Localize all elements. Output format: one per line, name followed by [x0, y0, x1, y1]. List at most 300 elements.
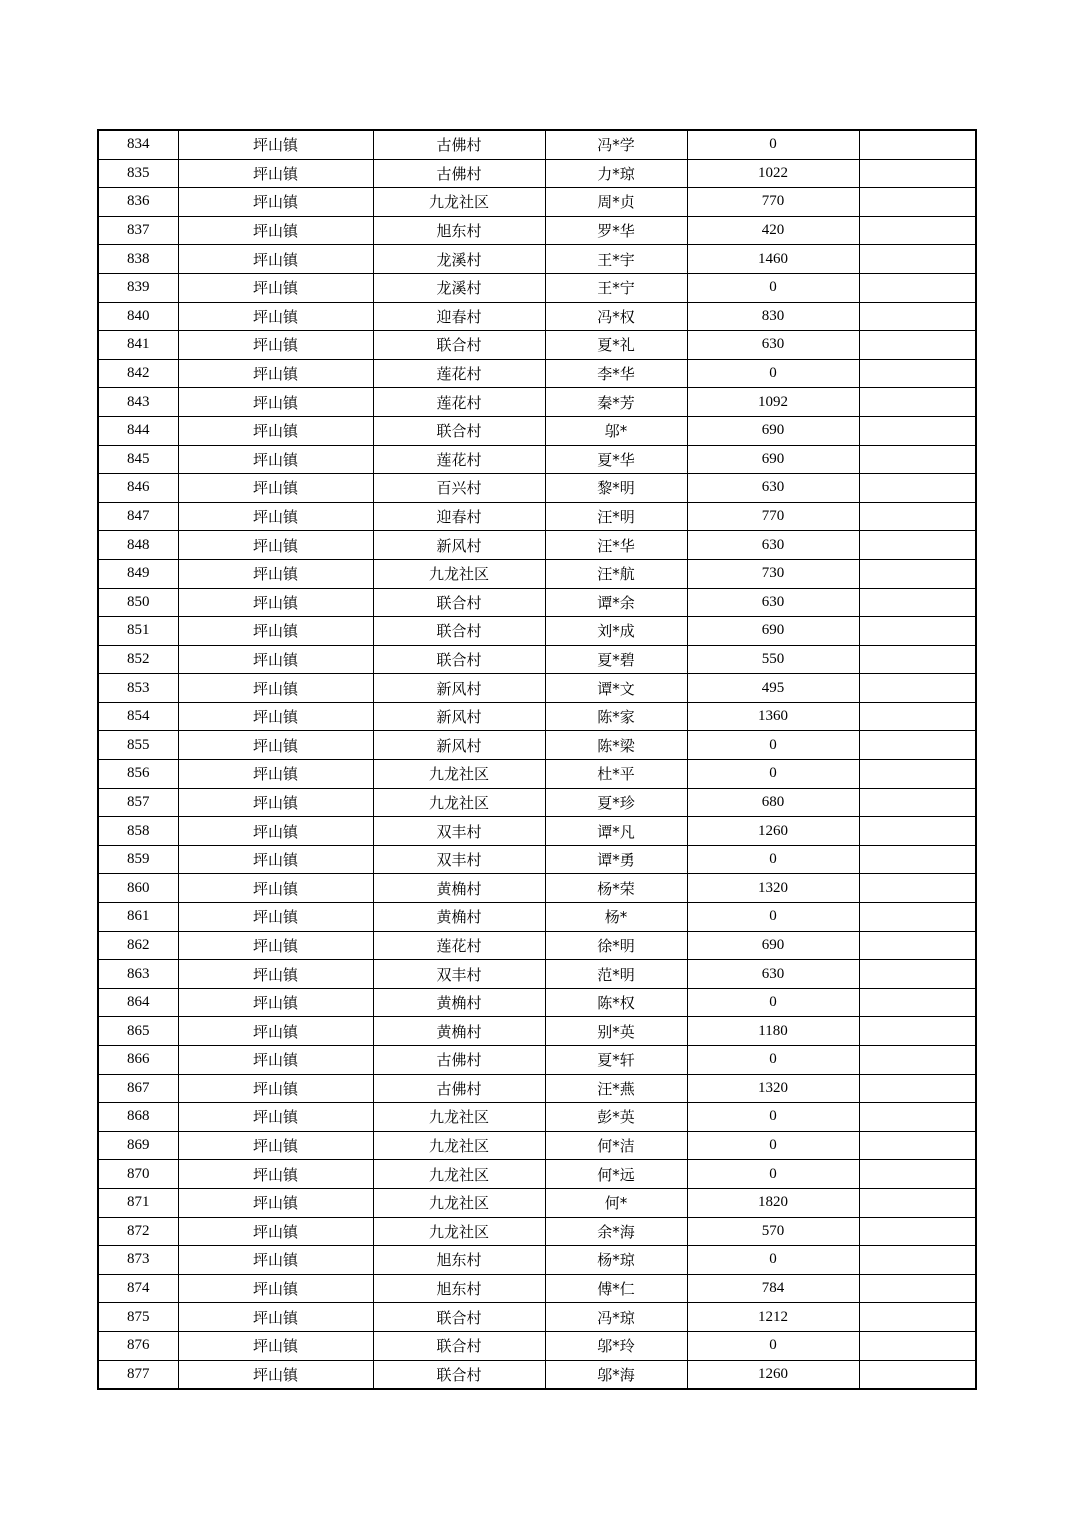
row-number-cell: 848 — [98, 531, 178, 560]
village-cell: 联合村 — [373, 645, 545, 674]
amount-cell: 0 — [687, 1331, 859, 1360]
amount-cell: 630 — [687, 331, 859, 360]
note-cell — [859, 731, 976, 760]
village-cell: 九龙社区 — [373, 760, 545, 789]
person-name-cell: 何* — [545, 1188, 687, 1217]
row-number-cell: 834 — [98, 130, 178, 159]
person-name-cell: 谭*勇 — [545, 845, 687, 874]
village-cell: 龙溪村 — [373, 273, 545, 302]
note-cell — [859, 302, 976, 331]
person-name-cell: 别*英 — [545, 1017, 687, 1046]
row-number-cell: 838 — [98, 245, 178, 274]
village-cell: 旭东村 — [373, 216, 545, 245]
village-cell: 新风村 — [373, 702, 545, 731]
town-cell: 坪山镇 — [178, 845, 373, 874]
village-cell: 黄桷村 — [373, 988, 545, 1017]
amount-cell: 570 — [687, 1217, 859, 1246]
table-row — [98, 588, 976, 617]
table-row — [98, 1188, 976, 1217]
table-row — [98, 1160, 976, 1189]
village-cell: 旭东村 — [373, 1274, 545, 1303]
table-row — [98, 1360, 976, 1389]
row-number-cell: 846 — [98, 474, 178, 503]
town-cell: 坪山镇 — [178, 388, 373, 417]
note-cell — [859, 988, 976, 1017]
person-name-cell: 何*远 — [545, 1160, 687, 1189]
town-cell: 坪山镇 — [178, 331, 373, 360]
table-row — [98, 702, 976, 731]
row-number-cell: 859 — [98, 845, 178, 874]
note-cell — [859, 1103, 976, 1132]
table-row — [98, 474, 976, 503]
note-cell — [859, 130, 976, 159]
table-row — [98, 1074, 976, 1103]
table-row — [98, 445, 976, 474]
amount-cell: 1212 — [687, 1303, 859, 1332]
amount-cell: 830 — [687, 302, 859, 331]
note-cell — [859, 445, 976, 474]
table-row — [98, 760, 976, 789]
town-cell: 坪山镇 — [178, 760, 373, 789]
person-name-cell: 汪*航 — [545, 559, 687, 588]
table-row — [98, 874, 976, 903]
row-number-cell: 854 — [98, 702, 178, 731]
note-cell — [859, 1131, 976, 1160]
note-cell — [859, 559, 976, 588]
village-cell: 莲花村 — [373, 931, 545, 960]
row-number-cell: 849 — [98, 559, 178, 588]
row-number-cell: 865 — [98, 1017, 178, 1046]
note-cell — [859, 617, 976, 646]
table-row — [98, 988, 976, 1017]
amount-cell: 690 — [687, 931, 859, 960]
row-number-cell: 856 — [98, 760, 178, 789]
table-row — [98, 331, 976, 360]
amount-cell: 0 — [687, 359, 859, 388]
amount-cell: 1260 — [687, 817, 859, 846]
note-cell — [859, 1303, 976, 1332]
row-number-cell: 843 — [98, 388, 178, 417]
table-row — [98, 416, 976, 445]
town-cell: 坪山镇 — [178, 502, 373, 531]
town-cell: 坪山镇 — [178, 302, 373, 331]
town-cell: 坪山镇 — [178, 216, 373, 245]
table-row — [98, 1274, 976, 1303]
note-cell — [859, 1274, 976, 1303]
person-name-cell: 陈*权 — [545, 988, 687, 1017]
note-cell — [859, 1017, 976, 1046]
row-number-cell: 860 — [98, 874, 178, 903]
town-cell: 坪山镇 — [178, 273, 373, 302]
amount-cell: 690 — [687, 617, 859, 646]
amount-cell: 550 — [687, 645, 859, 674]
note-cell — [859, 645, 976, 674]
table-row — [98, 130, 976, 159]
table-row — [98, 188, 976, 217]
amount-cell: 784 — [687, 1274, 859, 1303]
amount-cell: 770 — [687, 502, 859, 531]
village-cell: 龙溪村 — [373, 245, 545, 274]
village-cell: 联合村 — [373, 1360, 545, 1389]
note-cell — [859, 1188, 976, 1217]
town-cell: 坪山镇 — [178, 159, 373, 188]
person-name-cell: 邬*海 — [545, 1360, 687, 1389]
row-number-cell: 862 — [98, 931, 178, 960]
row-number-cell: 867 — [98, 1074, 178, 1103]
town-cell: 坪山镇 — [178, 817, 373, 846]
row-number-cell: 842 — [98, 359, 178, 388]
amount-cell: 630 — [687, 588, 859, 617]
person-name-cell: 谭*余 — [545, 588, 687, 617]
person-name-cell: 夏*礼 — [545, 331, 687, 360]
amount-cell: 420 — [687, 216, 859, 245]
note-cell — [859, 1246, 976, 1275]
table-row — [98, 845, 976, 874]
row-number-cell: 872 — [98, 1217, 178, 1246]
town-cell: 坪山镇 — [178, 531, 373, 560]
person-name-cell: 刘*成 — [545, 617, 687, 646]
person-name-cell: 冯*学 — [545, 130, 687, 159]
village-cell: 九龙社区 — [373, 188, 545, 217]
table-row — [98, 788, 976, 817]
village-cell: 古佛村 — [373, 1046, 545, 1075]
village-cell: 联合村 — [373, 1303, 545, 1332]
person-name-cell: 傅*仁 — [545, 1274, 687, 1303]
person-name-cell: 黎*明 — [545, 474, 687, 503]
note-cell — [859, 416, 976, 445]
row-number-cell: 851 — [98, 617, 178, 646]
town-cell: 坪山镇 — [178, 1046, 373, 1075]
row-number-cell: 844 — [98, 416, 178, 445]
town-cell: 坪山镇 — [178, 1188, 373, 1217]
note-cell — [859, 273, 976, 302]
row-number-cell: 868 — [98, 1103, 178, 1132]
town-cell: 坪山镇 — [178, 1246, 373, 1275]
note-cell — [859, 903, 976, 932]
table-row — [98, 359, 976, 388]
village-cell: 古佛村 — [373, 1074, 545, 1103]
village-cell: 古佛村 — [373, 130, 545, 159]
town-cell: 坪山镇 — [178, 588, 373, 617]
note-cell — [859, 674, 976, 703]
town-cell: 坪山镇 — [178, 1074, 373, 1103]
village-cell: 黄桷村 — [373, 874, 545, 903]
person-name-cell: 陈*梁 — [545, 731, 687, 760]
village-cell: 双丰村 — [373, 845, 545, 874]
village-cell: 联合村 — [373, 1331, 545, 1360]
amount-cell: 0 — [687, 1160, 859, 1189]
row-number-cell: 863 — [98, 960, 178, 989]
row-number-cell: 875 — [98, 1303, 178, 1332]
town-cell: 坪山镇 — [178, 1103, 373, 1132]
person-name-cell: 夏*珍 — [545, 788, 687, 817]
village-cell: 黄桷村 — [373, 903, 545, 932]
table-row — [98, 1331, 976, 1360]
town-cell: 坪山镇 — [178, 874, 373, 903]
town-cell: 坪山镇 — [178, 1131, 373, 1160]
amount-cell: 495 — [687, 674, 859, 703]
town-cell: 坪山镇 — [178, 674, 373, 703]
village-cell: 迎春村 — [373, 502, 545, 531]
table-row — [98, 1017, 976, 1046]
town-cell: 坪山镇 — [178, 617, 373, 646]
person-name-cell: 范*明 — [545, 960, 687, 989]
village-cell: 九龙社区 — [373, 1131, 545, 1160]
table-row — [98, 731, 976, 760]
village-cell: 九龙社区 — [373, 559, 545, 588]
table-row — [98, 1217, 976, 1246]
note-cell — [859, 474, 976, 503]
note-cell — [859, 502, 976, 531]
town-cell: 坪山镇 — [178, 1160, 373, 1189]
amount-cell: 1820 — [687, 1188, 859, 1217]
amount-cell: 1022 — [687, 159, 859, 188]
village-cell: 旭东村 — [373, 1246, 545, 1275]
table-row — [98, 273, 976, 302]
town-cell: 坪山镇 — [178, 1017, 373, 1046]
note-cell — [859, 760, 976, 789]
person-name-cell: 杨*琼 — [545, 1246, 687, 1275]
table-row — [98, 1131, 976, 1160]
amount-cell: 0 — [687, 760, 859, 789]
village-cell: 联合村 — [373, 416, 545, 445]
row-number-cell: 869 — [98, 1131, 178, 1160]
amount-cell: 0 — [687, 273, 859, 302]
town-cell: 坪山镇 — [178, 1331, 373, 1360]
row-number-cell: 836 — [98, 188, 178, 217]
village-cell: 双丰村 — [373, 817, 545, 846]
row-number-cell: 853 — [98, 674, 178, 703]
village-cell: 新风村 — [373, 731, 545, 760]
note-cell — [859, 331, 976, 360]
amount-cell: 0 — [687, 1103, 859, 1132]
town-cell: 坪山镇 — [178, 559, 373, 588]
note-cell — [859, 388, 976, 417]
town-cell: 坪山镇 — [178, 188, 373, 217]
table-row — [98, 931, 976, 960]
note-cell — [859, 531, 976, 560]
note-cell — [859, 1046, 976, 1075]
row-number-cell: 864 — [98, 988, 178, 1017]
village-cell: 迎春村 — [373, 302, 545, 331]
village-cell: 古佛村 — [373, 159, 545, 188]
row-number-cell: 873 — [98, 1246, 178, 1275]
note-cell — [859, 1074, 976, 1103]
table-row — [98, 1246, 976, 1275]
village-cell: 新风村 — [373, 531, 545, 560]
row-number-cell: 839 — [98, 273, 178, 302]
town-cell: 坪山镇 — [178, 1217, 373, 1246]
village-cell: 新风村 — [373, 674, 545, 703]
table-row — [98, 1303, 976, 1332]
table-row — [98, 531, 976, 560]
village-cell: 联合村 — [373, 617, 545, 646]
town-cell: 坪山镇 — [178, 702, 373, 731]
person-name-cell: 陈*家 — [545, 702, 687, 731]
person-name-cell: 汪*华 — [545, 531, 687, 560]
village-cell: 联合村 — [373, 588, 545, 617]
roster-table-body — [98, 130, 976, 1389]
row-number-cell: 840 — [98, 302, 178, 331]
amount-cell: 630 — [687, 474, 859, 503]
note-cell — [859, 788, 976, 817]
row-number-cell: 874 — [98, 1274, 178, 1303]
village-cell: 联合村 — [373, 331, 545, 360]
note-cell — [859, 245, 976, 274]
village-cell: 九龙社区 — [373, 1188, 545, 1217]
person-name-cell: 秦*芳 — [545, 388, 687, 417]
village-cell: 九龙社区 — [373, 1217, 545, 1246]
village-cell: 九龙社区 — [373, 1160, 545, 1189]
person-name-cell: 杨*荣 — [545, 874, 687, 903]
note-cell — [859, 845, 976, 874]
person-name-cell: 王*宁 — [545, 273, 687, 302]
village-cell: 九龙社区 — [373, 1103, 545, 1132]
note-cell — [859, 1160, 976, 1189]
table-row — [98, 1046, 976, 1075]
amount-cell: 0 — [687, 1131, 859, 1160]
amount-cell: 1260 — [687, 1360, 859, 1389]
town-cell: 坪山镇 — [178, 903, 373, 932]
town-cell: 坪山镇 — [178, 1303, 373, 1332]
village-cell: 莲花村 — [373, 359, 545, 388]
person-name-cell: 罗*华 — [545, 216, 687, 245]
person-name-cell: 何*洁 — [545, 1131, 687, 1160]
village-cell: 百兴村 — [373, 474, 545, 503]
amount-cell: 690 — [687, 416, 859, 445]
amount-cell: 630 — [687, 531, 859, 560]
table-row — [98, 617, 976, 646]
table-row — [98, 1103, 976, 1132]
person-name-cell: 力*琼 — [545, 159, 687, 188]
village-cell: 莲花村 — [373, 445, 545, 474]
amount-cell: 0 — [687, 903, 859, 932]
row-number-cell: 841 — [98, 331, 178, 360]
table-row — [98, 559, 976, 588]
town-cell: 坪山镇 — [178, 931, 373, 960]
amount-cell: 1320 — [687, 874, 859, 903]
person-name-cell: 冯*权 — [545, 302, 687, 331]
town-cell: 坪山镇 — [178, 474, 373, 503]
row-number-cell: 858 — [98, 817, 178, 846]
town-cell: 坪山镇 — [178, 1274, 373, 1303]
note-cell — [859, 588, 976, 617]
note-cell — [859, 874, 976, 903]
row-number-cell: 850 — [98, 588, 178, 617]
person-name-cell: 王*宇 — [545, 245, 687, 274]
town-cell: 坪山镇 — [178, 988, 373, 1017]
note-cell — [859, 1331, 976, 1360]
village-cell: 九龙社区 — [373, 788, 545, 817]
person-name-cell: 杨* — [545, 903, 687, 932]
amount-cell: 690 — [687, 445, 859, 474]
note-cell — [859, 702, 976, 731]
person-name-cell: 彭*英 — [545, 1103, 687, 1132]
amount-cell: 1320 — [687, 1074, 859, 1103]
town-cell: 坪山镇 — [178, 788, 373, 817]
row-number-cell: 877 — [98, 1360, 178, 1389]
person-name-cell: 邬*玲 — [545, 1331, 687, 1360]
table-row — [98, 645, 976, 674]
row-number-cell: 845 — [98, 445, 178, 474]
note-cell — [859, 159, 976, 188]
row-number-cell: 866 — [98, 1046, 178, 1075]
table-row — [98, 159, 976, 188]
town-cell: 坪山镇 — [178, 130, 373, 159]
row-number-cell: 871 — [98, 1188, 178, 1217]
town-cell: 坪山镇 — [178, 416, 373, 445]
person-name-cell: 冯*琼 — [545, 1303, 687, 1332]
amount-cell: 680 — [687, 788, 859, 817]
village-cell: 双丰村 — [373, 960, 545, 989]
town-cell: 坪山镇 — [178, 445, 373, 474]
amount-cell: 0 — [687, 130, 859, 159]
person-name-cell: 谭*凡 — [545, 817, 687, 846]
table-row — [98, 903, 976, 932]
row-number-cell: 855 — [98, 731, 178, 760]
note-cell — [859, 817, 976, 846]
amount-cell: 0 — [687, 1046, 859, 1075]
person-name-cell: 余*海 — [545, 1217, 687, 1246]
row-number-cell: 857 — [98, 788, 178, 817]
person-name-cell: 谭*文 — [545, 674, 687, 703]
person-name-cell: 杜*平 — [545, 760, 687, 789]
village-cell: 莲花村 — [373, 388, 545, 417]
table-row — [98, 216, 976, 245]
town-cell: 坪山镇 — [178, 359, 373, 388]
person-name-cell: 夏*碧 — [545, 645, 687, 674]
town-cell: 坪山镇 — [178, 731, 373, 760]
row-number-cell: 861 — [98, 903, 178, 932]
person-name-cell: 徐*明 — [545, 931, 687, 960]
person-name-cell: 邬* — [545, 416, 687, 445]
table-row — [98, 302, 976, 331]
table-row — [98, 245, 976, 274]
amount-cell: 1460 — [687, 245, 859, 274]
person-name-cell: 汪*燕 — [545, 1074, 687, 1103]
table-row — [98, 502, 976, 531]
row-number-cell: 837 — [98, 216, 178, 245]
note-cell — [859, 931, 976, 960]
amount-cell: 0 — [687, 988, 859, 1017]
town-cell: 坪山镇 — [178, 960, 373, 989]
note-cell — [859, 1360, 976, 1389]
table-row — [98, 388, 976, 417]
town-cell: 坪山镇 — [178, 645, 373, 674]
row-number-cell: 847 — [98, 502, 178, 531]
amount-cell: 630 — [687, 960, 859, 989]
person-name-cell: 夏*华 — [545, 445, 687, 474]
row-number-cell: 835 — [98, 159, 178, 188]
amount-cell: 0 — [687, 845, 859, 874]
note-cell — [859, 188, 976, 217]
town-cell: 坪山镇 — [178, 245, 373, 274]
village-cell: 黄桷村 — [373, 1017, 545, 1046]
person-name-cell: 汪*明 — [545, 502, 687, 531]
row-number-cell: 870 — [98, 1160, 178, 1189]
note-cell — [859, 960, 976, 989]
note-cell — [859, 1217, 976, 1246]
row-number-cell: 852 — [98, 645, 178, 674]
town-cell: 坪山镇 — [178, 1360, 373, 1389]
amount-cell: 0 — [687, 1246, 859, 1275]
person-name-cell: 夏*轩 — [545, 1046, 687, 1075]
amount-cell: 730 — [687, 559, 859, 588]
person-name-cell: 李*华 — [545, 359, 687, 388]
table-row — [98, 817, 976, 846]
table-row — [98, 674, 976, 703]
row-number-cell: 876 — [98, 1331, 178, 1360]
